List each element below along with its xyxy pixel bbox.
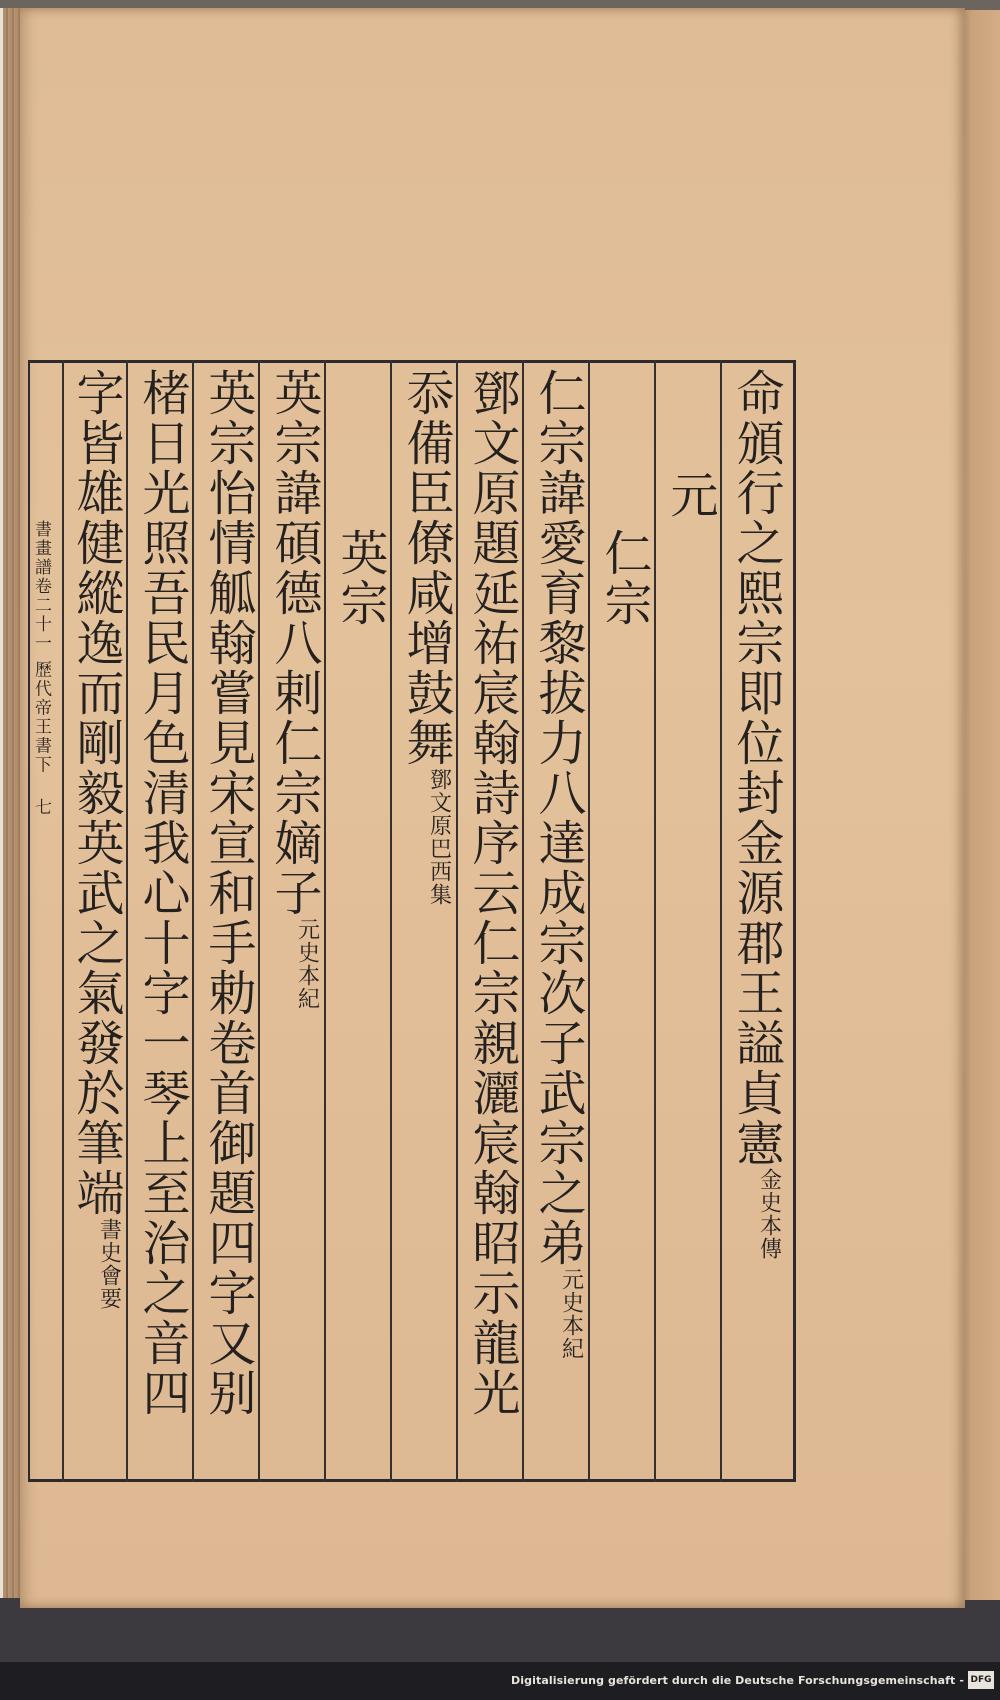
- text-column-6: [394, 360, 458, 1482]
- source-note: 元史本紀: [558, 1268, 584, 1360]
- column-main-text: 命頒行之熙宗即位封金源郡王謚貞憲: [728, 368, 784, 1168]
- source-note: 元史本紀: [294, 918, 320, 1010]
- source-note: 金史本傳: [756, 1168, 782, 1260]
- column-main-text: 字皆雄健縱逸而剛毅英武之氣發於筆端: [68, 368, 124, 1218]
- text-column-2: [658, 360, 722, 1482]
- column-main-text: 仁宗: [596, 528, 652, 628]
- column-main-text: 英宗諱碩德八剌仁宗嫡子: [266, 368, 322, 918]
- column-main-text: 元: [662, 470, 718, 520]
- column-main-text: 仁宗諱愛育黎拔力八達成宗次子武宗之弟: [530, 368, 586, 1268]
- digitization-credit: Digitalisierung gefördert durch die Deutsche Forschungsgemeinschaft -: [511, 1674, 964, 1687]
- column-main-text: 英宗怡情觚翰嘗見宋宣和手勅卷首御題四字又别: [200, 368, 256, 1418]
- text-column-7: [328, 360, 392, 1482]
- column-main-text: 楮日光照吾民月色清我心十字一琴上至治之音四: [134, 368, 190, 1418]
- text-column-5: [460, 360, 524, 1482]
- spine-folio: 七: [31, 797, 51, 817]
- dfg-logo: DFG: [968, 1671, 994, 1689]
- column-main-text: 鄧文原題延祐宸翰詩序云仁宗親灑宸翰眧示龍光: [464, 368, 520, 1418]
- text-column-4: [526, 360, 590, 1482]
- text-column-10: [130, 360, 194, 1482]
- source-note: 書史會要: [96, 1218, 122, 1310]
- text-column-8: [262, 360, 326, 1482]
- source-note: 鄧文原巴西集: [426, 768, 452, 906]
- text-column-3: [592, 360, 656, 1482]
- column-main-text: 忝備臣僚咸增鼓舞: [398, 368, 454, 768]
- spine-title-text: 書畫譜卷二十一 歷代帝王書下: [31, 520, 51, 775]
- text-column-11: [64, 360, 128, 1482]
- column-main-text: 英宗: [332, 528, 388, 628]
- text-column-1: [724, 360, 788, 1482]
- text-column-9: [196, 360, 260, 1482]
